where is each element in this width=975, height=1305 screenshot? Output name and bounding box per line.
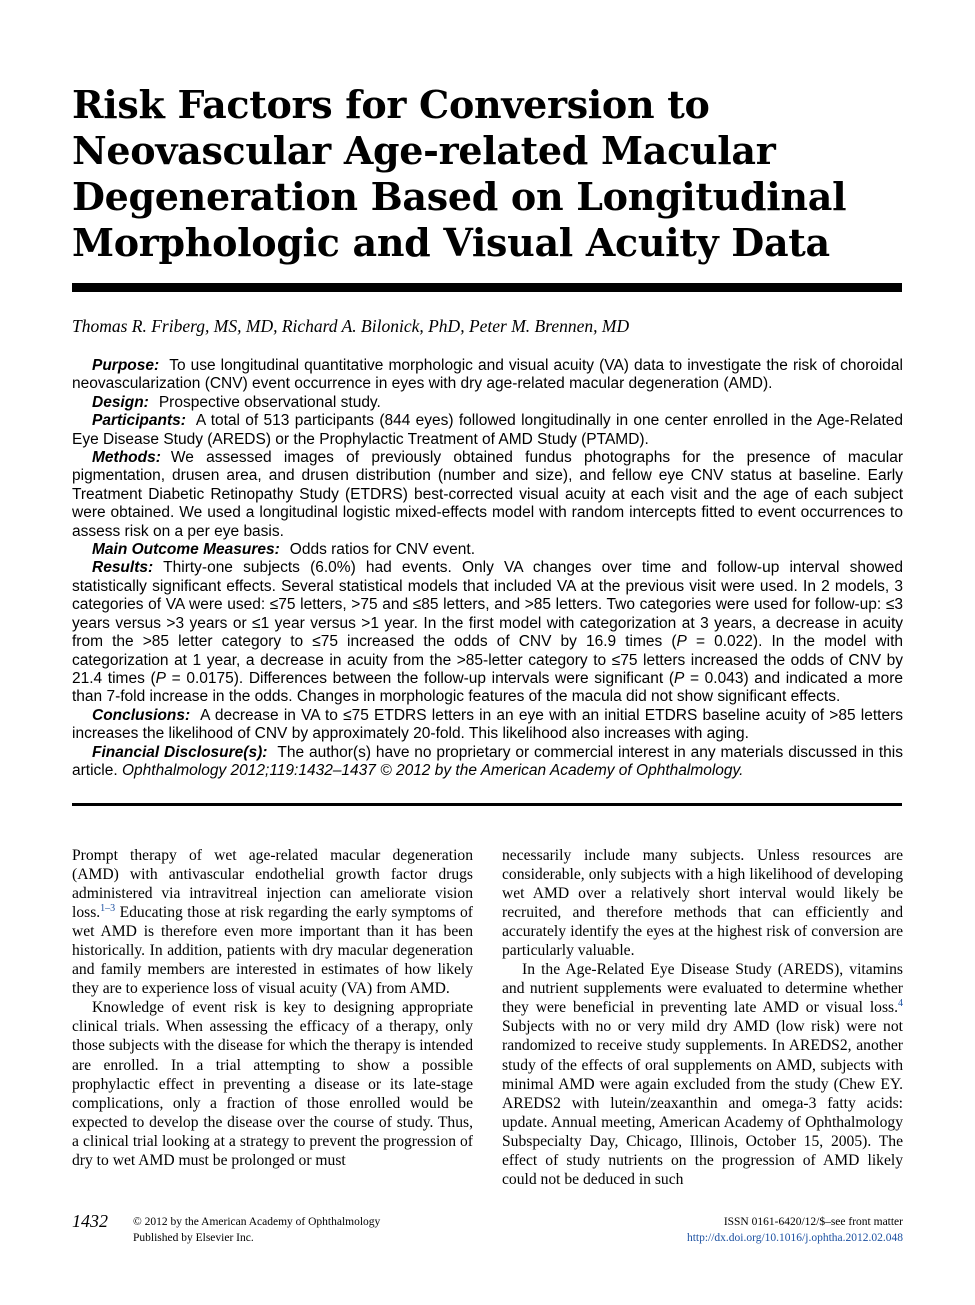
- body-paragraph: [72, 846, 473, 998]
- abstract-text: A decrease in VA to ≤75 ETDRS letters in an eye with an initial ETDRS baseline acuity of >85 letters increases the likelihood of CNV by approximately 20-fold. This likelihood also increases with aging.: [72, 706, 903, 743]
- footer-copyright: © 2012 by the American Academy of Ophthalmology: [133, 1216, 381, 1228]
- abstract-conclusions: [72, 707, 903, 744]
- abstract-label: Main Outcome Measures:: [92, 541, 280, 559]
- abstract-text: We assessed images of previously obtained fundus photographs for the presence of macular pigmentation, drusen area, and drusen distribution (number and size), and fellow eye CNV status at baseline. Early Treatment Diabetic Retinopathy Study (ETDRS) best-corrected visual acuity at each visit and the age of each subject were obtained. We used a longitudinal logistic mixed-effects model with random intercepts fitted to event occurrences to assess risk on a per eye basis.: [72, 449, 903, 540]
- footer-issn: ISSN 0161-6420/12/$–see front matter: [723, 1216, 903, 1228]
- body-paragraph: Knowledge of event risk is key to designing appropriate clinical trials. When assessing the efficacy of a therapy, only those subjects with the disease for which the therapy is intended are enrolled. In a trial attempting to show a possible prophylactic effect in preventing a disease or its late-stage complications, only a fraction of those enrolled would be expected to develop the disease over the course of study. Thus, a clinical trial looking at a strategy to prevent the progression of dry to wet AMD must be prolonged or must: [72, 999, 473, 1169]
- footer-issn-block: [543, 1214, 903, 1246]
- doi-link[interactable]: http://dx.doi.org/10.1016/j.ophtha.2012.02.048: [686, 1232, 903, 1244]
- abstract-label: Methods:: [92, 449, 161, 467]
- article-title: Risk Factors for Conversion to Neovascular Age-related Macular Degeneration Based on Longitudinal Morphologic and Visual Acuity Data: [72, 82, 847, 265]
- footer-publisher: Published by Elsevier Inc.: [133, 1232, 254, 1244]
- body-column-left: [72, 846, 473, 1170]
- body-column-right: [502, 846, 903, 1189]
- abstract-divider: [72, 803, 902, 806]
- journal-citation: Ophthalmology 2012;119:1432–1437 © 2012 by the American Academy of Ophthalmology.: [121, 761, 744, 779]
- body-paragraph: [502, 960, 903, 1189]
- body-paragraph: necessarily include many subjects. Unless resources are considerable, only subjects with a high likelihood of developing wet AMD over a relatively short interval would likely be recruited, and therefore methods that can efficiently and accurately identify the eyes at the highest risk of conversion are particularly valuable.: [502, 847, 903, 960]
- abstract-text: Prospective observational study.: [158, 393, 381, 411]
- title-divider: [72, 283, 902, 292]
- abstract-text: Thirty-one subjects (6.0%) had events. Only VA changes over time and follow-up interval showed statistically significant effects. Several statistical models that included VA at the previous visit were used. In 2 models, 3 categories of VA were used: ≤75 letters, >75 and ≤85 letters, and >85 letters. Two categories were used for follow-up: ≤3 years versus >3 years or ≤1 year versus >1 year. In the first model with categorization at 3 years, a decrease in acuity from the >85 letter category to ≤75 increased the odds of CNV by 16.9 times (P = 0.022). In the model with categorization at 1 year, a decrease in acuity from the >85-letter category to ≤75 letters increased the odds of CNV by 21.4 times (P = 0.0175). Differences between the follow-up intervals were significant (P = 0.043) and indicated a more than 7-fold increase in the odds. Changes in morphologic features of the macula did not show significant effects.: [72, 559, 904, 706]
- abstract-disclosure: [72, 744, 903, 781]
- abstract-participants: [72, 412, 903, 449]
- footer-copyright-block: [133, 1214, 493, 1246]
- page-number: 1432: [72, 1211, 108, 1231]
- abstract-label: Results:: [92, 559, 154, 577]
- abstract-text: A total of 513 participants (844 eyes) followed longitudinally in one center enrolled in the Age-Related Eye Disease Study (AREDS) or the Prophylactic Treatment of AMD Study (PTAMD).: [72, 412, 903, 448]
- abstract-results: [72, 559, 903, 706]
- abstract-methods: [72, 449, 903, 541]
- abstract-text: To use longitudinal quantitative morphologic and visual acuity (VA) data to investigate the risk of choroidal neovascularization (CNV) event occurrence in eyes with dry age-related macular degeneration (AMD).: [72, 357, 903, 393]
- abstract-purpose: [72, 357, 903, 394]
- reference-link[interactable]: 1–3: [100, 902, 116, 914]
- body-text: Educating those at risk regarding the early symptoms of wet AMD is therefore even more important than it has been historically. In addition, patients with dry macular degeneration and family members are interested in estimates of how likely they are to experience loss of visual acuity (VA) from AMD.: [72, 904, 473, 998]
- abstract-design: [72, 394, 903, 412]
- abstract-label: Financial Disclosure(s):: [92, 743, 268, 761]
- body-text: Subjects with no or very mild dry AMD (low risk) were not randomized to receive study supplements. In AREDS2, another study of the effects of oral supplements on AMD, subjects with minimal AMD were again excluded from the study (Chew EY. AREDS2 with lutein/zeaxanthin and omega-3 fatty acids: update. Annual meeting, American Academy of Ophthalmology Subspecialty Day, Chicago, Illinois, October 15, 2005). The effect of study nutrients on the progression of AMD likely could not be deduced in such: [502, 1018, 903, 1188]
- body-text: Prompt therapy of wet age-related macular degeneration (AMD) with antivascular endothelial growth factor drugs administered via intravitreal injection can ameliorate vision loss.: [72, 847, 473, 922]
- abstract: [72, 357, 903, 780]
- abstract-text: The author(s) have no proprietary or commercial interest in any materials discussed in this article.: [72, 743, 903, 779]
- abstract-label: Conclusions:: [92, 706, 191, 724]
- reference-link[interactable]: 4: [898, 998, 903, 1010]
- abstract-text: Odds ratios for CNV event.: [289, 541, 475, 559]
- abstract-main-outcome: [72, 541, 903, 559]
- abstract-label: Purpose:: [92, 357, 160, 374]
- abstract-label: Participants:: [92, 412, 186, 430]
- abstract-label: Design:: [92, 393, 149, 411]
- body-text: In the Age-Related Eye Disease Study (AREDS), vitamins and nutrient supplements were evaluated to determine whether they were beneficial in preventing late AMD or visual loss.: [502, 961, 903, 1017]
- author-list: Thomas R. Friberg, MS, MD, Richard A. Bilonick, PhD, Peter M. Brennen, MD: [72, 316, 630, 336]
